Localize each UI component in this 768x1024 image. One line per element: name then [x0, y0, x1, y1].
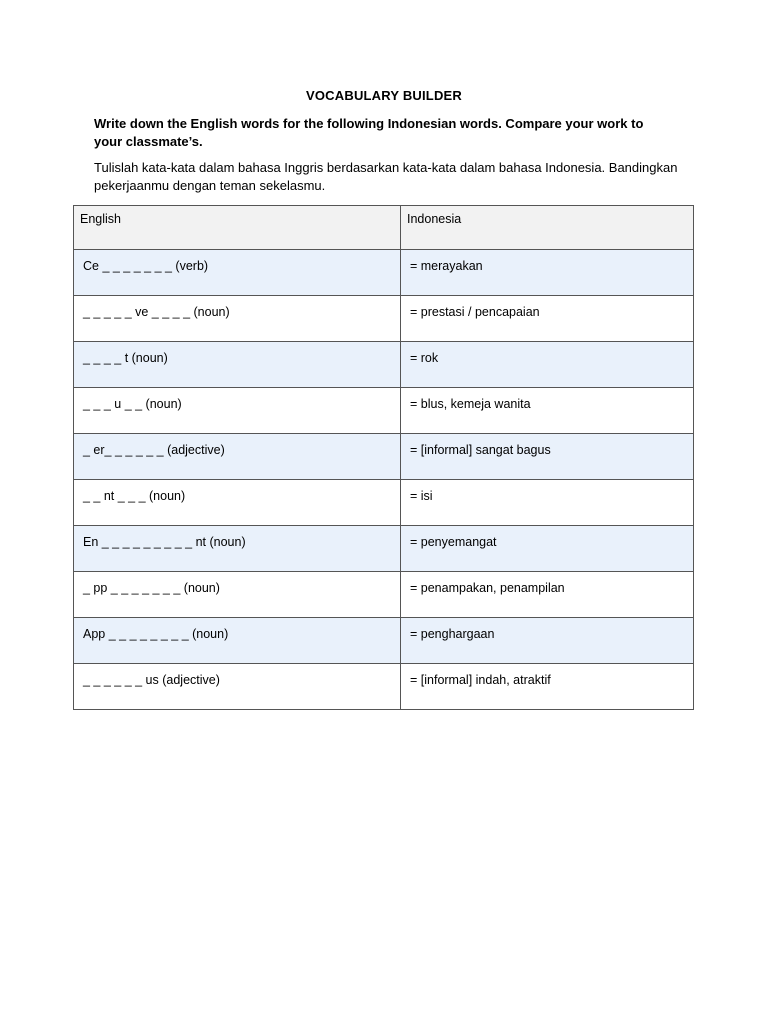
table-row [74, 480, 694, 526]
english-cell: App _ _ _ _ _ _ _ _ (noun) [74, 618, 401, 664]
table-row [74, 250, 694, 296]
indonesia-cell: = isi [401, 480, 694, 526]
indonesia-cell: = [informal] sangat bagus [401, 434, 694, 480]
table-row [74, 388, 694, 434]
table-row [74, 434, 694, 480]
instruction-english: Write down the English words for the following Indonesian words. Compare your work to your classmate’s. [94, 116, 644, 149]
table-row [74, 526, 694, 572]
english-cell: _ _ _ _ _ _ us (adjective) [74, 664, 401, 710]
table-row [74, 572, 694, 618]
header-indonesia: Indonesia [401, 206, 694, 250]
vocabulary-table [73, 205, 694, 710]
indonesia-cell: = merayakan [401, 250, 694, 296]
instruction-indonesian: Tulislah kata-kata dalam bahasa Inggris berdasarkan kata-kata dalam bahasa Indonesia. Bandingkan pekerjaanmu dengan teman sekelasmu. [94, 160, 678, 193]
english-cell: _ _ nt _ _ _ (noun) [74, 480, 401, 526]
indonesia-cell: = penghargaan [401, 618, 694, 664]
english-cell: En _ _ _ _ _ _ _ _ _ nt (noun) [74, 526, 401, 572]
table-header-row [74, 206, 694, 250]
indonesia-cell: = penampakan, penampilan [401, 572, 694, 618]
indonesia-cell: = rok [401, 342, 694, 388]
english-cell: Ce _ _ _ _ _ _ _ (verb) [74, 250, 401, 296]
table-row [74, 342, 694, 388]
header-english: English [74, 206, 401, 250]
page-title: VOCABULARY BUILDER [306, 88, 462, 103]
english-cell: _ pp _ _ _ _ _ _ _ (noun) [74, 572, 401, 618]
indonesia-cell: = penyemangat [401, 526, 694, 572]
english-cell: _ _ _ _ t (noun) [74, 342, 401, 388]
table-row [74, 618, 694, 664]
table-row [74, 296, 694, 342]
indonesia-cell: = prestasi / pencapaian [401, 296, 694, 342]
english-cell: _ _ _ u _ _ (noun) [74, 388, 401, 434]
table-row [74, 664, 694, 710]
indonesia-cell: = blus, kemeja wanita [401, 388, 694, 434]
english-cell: _ er_ _ _ _ _ _ (adjective) [74, 434, 401, 480]
english-cell: _ _ _ _ _ ve _ _ _ _ (noun) [74, 296, 401, 342]
indonesia-cell: = [informal] indah, atraktif [401, 664, 694, 710]
